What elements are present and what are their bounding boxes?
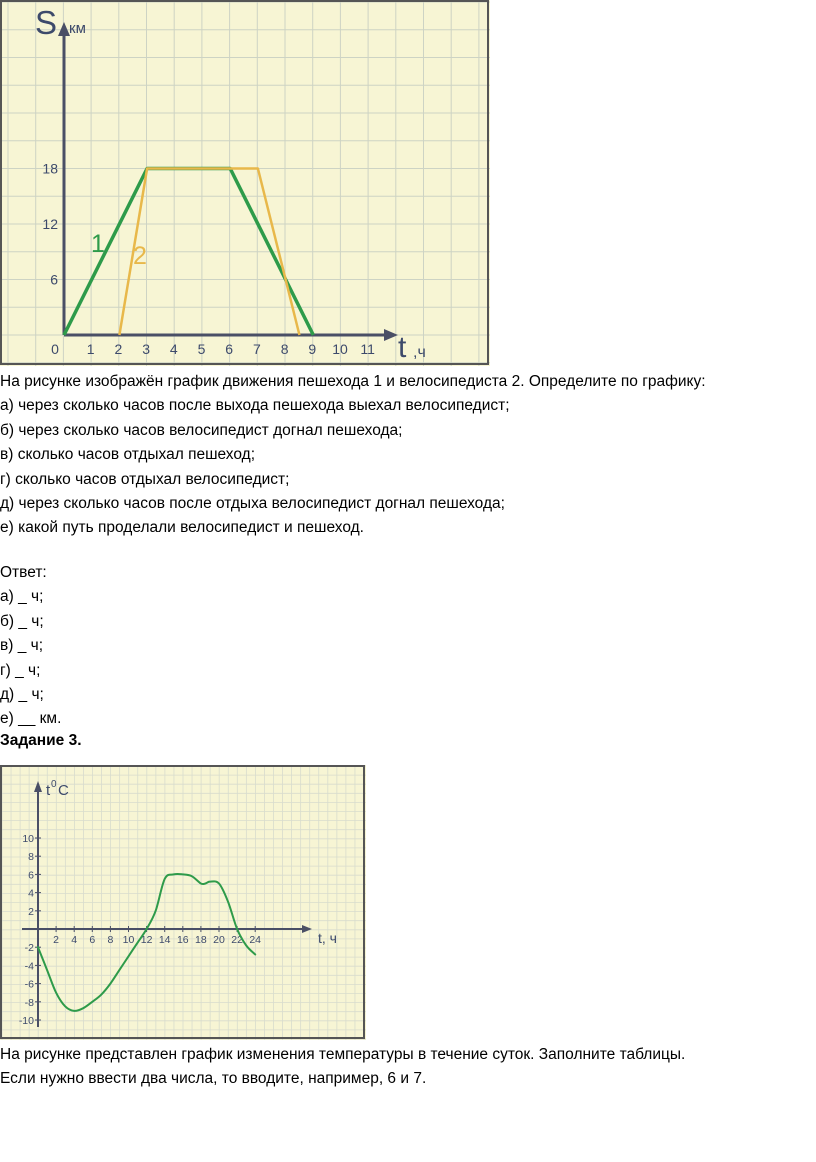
y-axis-title: t <box>46 782 51 799</box>
question-d: г) сколько часов отдыхал велосипедист; <box>0 470 290 488</box>
x-tick-label: 0 <box>51 341 59 357</box>
x-tick-label: 20 <box>213 934 225 946</box>
answer-c[interactable]: в) _ ч; <box>0 637 44 655</box>
x-tick-label: 24 <box>249 934 262 946</box>
y-axis-symbol: S <box>35 4 58 41</box>
x-tick-label: 14 <box>158 934 171 946</box>
x-tick-label: 11 <box>360 341 375 357</box>
question-a: а) через сколько часов после выхода пешехода выехал велосипедист; <box>0 397 510 415</box>
x-tick-label: 1 <box>86 341 95 357</box>
answer-f[interactable]: е) __ км. <box>0 710 62 728</box>
x-tick-label: 5 <box>197 341 206 357</box>
x-tick-label: 4 <box>71 934 78 946</box>
x-tick-label: 18 <box>195 934 207 946</box>
task-3-line-2: Если нужно ввести два числа, то вводите, например, 6 и 7. <box>0 1070 427 1088</box>
y-axis-unit: км <box>69 20 86 37</box>
question-e: д) через сколько часов после отдыха велосипедист догнал пешехода; <box>0 495 505 513</box>
y-tick-label: -10 <box>18 1015 34 1027</box>
series-label-2: 2 <box>133 242 147 270</box>
x-tick-label: 4 <box>169 341 178 357</box>
y-tick-label: 10 <box>22 833 34 845</box>
y-axis-unit: C <box>58 782 69 799</box>
answer-d[interactable]: г) _ ч; <box>0 661 41 679</box>
x-tick-label: 22 <box>231 934 243 946</box>
series-label-1: 1 <box>91 230 105 258</box>
task-intro: На рисунке изображён график движения пешехода 1 и велосипедиста 2. Определите по графику: <box>0 373 706 390</box>
y-tick-label: -8 <box>24 996 34 1009</box>
x-tick-label: 10 <box>332 341 348 357</box>
x-tick-label: 6 <box>225 341 234 357</box>
x-tick-label: 3 <box>142 341 150 357</box>
task-3-line-1: На рисунке представлен график изменения температуры в течение суток. Заполните таблицы. <box>0 1046 686 1063</box>
x-tick-label: 9 <box>308 341 317 357</box>
x-axis-symbol: t <box>398 331 407 364</box>
x-axis-unit: ,ч <box>413 344 426 361</box>
answer-block <box>0 561 61 732</box>
answer-e[interactable]: д) _ ч; <box>0 686 44 704</box>
y-tick-label: -6 <box>24 978 34 991</box>
x-tick-label: 8 <box>107 934 114 946</box>
y-tick-label: 8 <box>28 851 34 864</box>
y-axis-degree: 0 <box>51 779 57 790</box>
task-2-text <box>0 370 706 541</box>
question-f: е) какой путь проделали велосипедист и пешеход. <box>0 519 364 537</box>
motion-graph <box>0 0 490 366</box>
task-3-text <box>0 1043 685 1092</box>
y-tick-label: 2 <box>28 905 34 918</box>
plot-background <box>0 0 490 366</box>
x-tick-label: 12 <box>140 934 153 946</box>
y-tick-label: 4 <box>28 887 34 900</box>
temperature-graph <box>0 765 366 1040</box>
x-tick-label: 16 <box>176 934 189 946</box>
x-tick-label: 6 <box>89 934 96 946</box>
x-axis-title: t, ч <box>318 930 337 946</box>
question-c: в) сколько часов отдыхал пешеход; <box>0 446 256 464</box>
answer-title: Ответ: <box>0 564 47 581</box>
task-3-title: Задание 3. <box>0 732 82 749</box>
y-tick-label: 18 <box>42 160 58 177</box>
x-tick-label: 8 <box>280 341 289 357</box>
y-tick-label: 12 <box>42 216 58 232</box>
y-tick-label: 6 <box>50 271 58 288</box>
x-tick-label: 2 <box>53 934 60 946</box>
x-tick-label: 10 <box>122 934 135 946</box>
x-tick-label: 7 <box>253 341 261 357</box>
y-tick-label: -2 <box>24 942 34 955</box>
answer-b[interactable]: б) _ ч; <box>0 612 44 630</box>
question-b: б) через сколько часов велосипедист догнал пешехода; <box>0 421 403 439</box>
y-tick-label: 6 <box>28 869 34 882</box>
y-tick-label: -4 <box>24 960 34 973</box>
answer-a[interactable]: а) _ ч; <box>0 588 44 606</box>
x-tick-label: 2 <box>114 341 123 357</box>
